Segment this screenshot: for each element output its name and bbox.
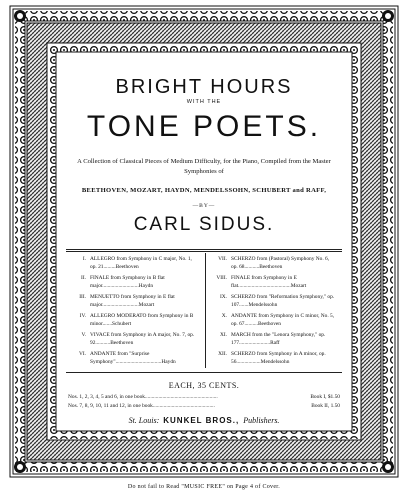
piece-title: SCHERZO from "Reformation Symphony," op. 107.......Mendelssohn	[231, 294, 335, 308]
piece-number: XI.	[219, 332, 227, 338]
author-name: CARL SIDUS.	[133, 214, 275, 235]
book-contents: Nos. 1, 2, 3, 4, 5 and 6, in one book......................................................	[68, 394, 218, 400]
by-line: —BY—	[192, 203, 216, 209]
book-row	[68, 402, 340, 410]
piece-title: SCHERZO from (Pastoral) Symphony No. 6, op. 68...........Beethoven	[231, 256, 330, 270]
title-bright-hours: BRIGHT HOURS	[115, 76, 293, 98]
column-divider	[205, 253, 206, 368]
piece-number: IX.	[219, 294, 227, 300]
piece-title: ALLEGRO from Symphony in C major, No. 1, op. 21.........Beethoven	[90, 256, 192, 270]
divider-top	[66, 249, 342, 250]
piece-number: VIII.	[216, 275, 227, 281]
publisher-name: KUNKEL BROS.,	[163, 416, 240, 425]
price-each: EACH, 35 CENTS.	[168, 381, 240, 390]
title-tone-poets: TONE POETS.	[86, 110, 322, 143]
book-price-group	[310, 393, 340, 401]
piece-title: MARCH from the "Lenora Symphony," op. 177.......................Raff	[231, 332, 326, 346]
publisher-line	[0, 416, 408, 425]
piece-number: I.	[82, 256, 86, 262]
piece-title: ANDANTE from "Surprise Symphony"..................................Haydn	[90, 351, 176, 365]
footer-notice: Do not fail to Read "MUSIC FREE" on Page 4 of Cover.	[127, 484, 281, 490]
piece-title: MENUETTO from Symphony in E flat major...........................Mozart	[90, 294, 175, 308]
piece-number: VI.	[78, 351, 86, 357]
title-with-the: WITH THE	[186, 99, 222, 105]
piece-number: XII.	[218, 351, 227, 357]
book-price: 1.50	[330, 403, 340, 409]
piece-number: V.	[81, 332, 86, 338]
book-label: Book I,	[310, 394, 327, 400]
piece-number: IV.	[79, 313, 86, 319]
description: A Collection of Classical Pieces of Medium Difficulty, for the Piano, Compiled from the Master Symphonies of	[77, 158, 331, 175]
publisher-city: St. Louis:	[128, 416, 160, 425]
book-row	[68, 393, 340, 401]
piece-title: FINALE from Symphony in B flat major...........................Haydn	[90, 275, 165, 289]
book-price: $1.50	[327, 394, 340, 400]
piece-number: X.	[221, 313, 227, 319]
publisher-role: Publishers.	[243, 416, 280, 425]
divider-middle	[66, 372, 342, 373]
piece-title: ANDANTE from Symphony in C minor, No. 5, op. 67..........Beethoven	[231, 313, 335, 327]
piece-title: ALLEGRO MODERATO from Symphony in B minor.......Schubert	[90, 313, 194, 327]
piece-number: II.	[81, 275, 86, 281]
piece-title: VIVACE from Symphony in A major, No. 7, op. 92...........Beethoven	[90, 332, 195, 346]
piece-number: VII.	[218, 256, 227, 262]
piece-title: SCHERZO from Symphony in A minor, op. 56..................Mendelssohn	[231, 351, 326, 365]
piece-title: FINALE from Symphony in E flat.......................................Mozart	[231, 275, 307, 289]
book-label: Book II,	[311, 403, 330, 409]
book-price-group	[311, 402, 340, 410]
composers-line: BEETHOVEN, MOZART, HAYDN, MENDELSSOHN, SCHUBERT and RAFF,	[81, 187, 327, 194]
divider-top-double	[66, 251, 342, 252]
book-contents: Nos. 7, 8, 9, 10, 11 and 12, in one book..............................................	[68, 403, 215, 409]
piece-number: III.	[79, 294, 86, 300]
